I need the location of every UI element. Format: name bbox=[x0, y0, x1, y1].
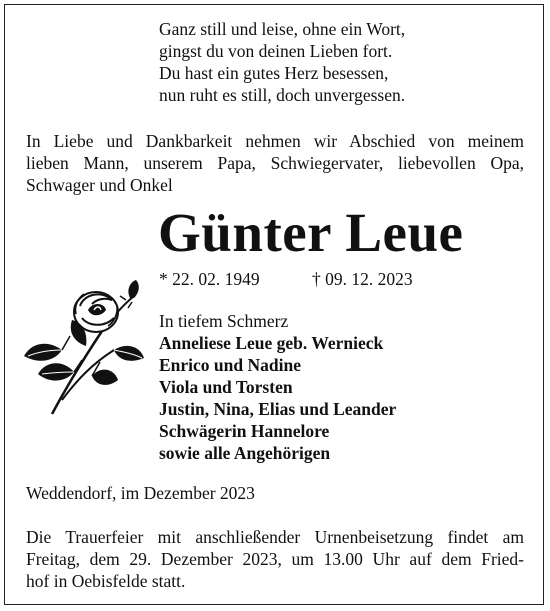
mourner-name: Schwägerin Hannelore bbox=[159, 421, 330, 441]
service-line: Die Trauerfeier mit anschließender Urnenbeisetzung findet am bbox=[26, 527, 524, 547]
poem bbox=[159, 18, 405, 106]
mourner-name: sowie alle Angehörigen bbox=[159, 443, 331, 463]
mourner-name: Anneliese Leue geb. Wernieck bbox=[159, 333, 384, 353]
place-and-date: Weddendorf, im Dezember 2023 bbox=[26, 483, 255, 503]
death-date: † 09. 12. 2023 bbox=[312, 269, 413, 289]
poem-line: nun ruht es still, doch unvergessen. bbox=[159, 85, 406, 105]
intro-line: In Liebe und Dankbarkeit nehmen wir Abschied von meinem bbox=[26, 131, 524, 151]
mourners-list bbox=[159, 310, 396, 464]
service-line: hof in Oebisfelde statt. bbox=[26, 571, 186, 591]
poem-line: Ganz still und leise, ohne ein Wort, bbox=[159, 19, 406, 39]
poem-line: gingst du von deinen Lieben fort. bbox=[159, 41, 393, 61]
mourner-name: Justin, Nina, Elias und Leander bbox=[159, 399, 397, 419]
service-line: Freitag, dem 29. Dezember 2023, um 13.00 Uhr auf dem Fried- bbox=[26, 549, 524, 569]
rose-icon bbox=[22, 276, 152, 416]
intro-line: lieben Mann, unserem Papa, Schwiegervater, liebevollen Opa, bbox=[26, 153, 524, 173]
mourner-name: Enrico und Nadine bbox=[159, 355, 301, 375]
birth-date: * 22. 02. 1949 bbox=[159, 269, 260, 289]
life-dates bbox=[159, 268, 413, 290]
funeral-service-info bbox=[26, 526, 524, 592]
mourners-intro: In tiefem Schmerz bbox=[159, 311, 289, 331]
mourner-name: Viola und Torsten bbox=[159, 377, 293, 397]
farewell-intro bbox=[26, 130, 524, 196]
deceased-name: Günter Leue bbox=[158, 202, 464, 263]
intro-line: Schwager und Onkel bbox=[26, 175, 173, 195]
poem-line: Du hast ein gutes Herz besessen, bbox=[159, 63, 389, 83]
